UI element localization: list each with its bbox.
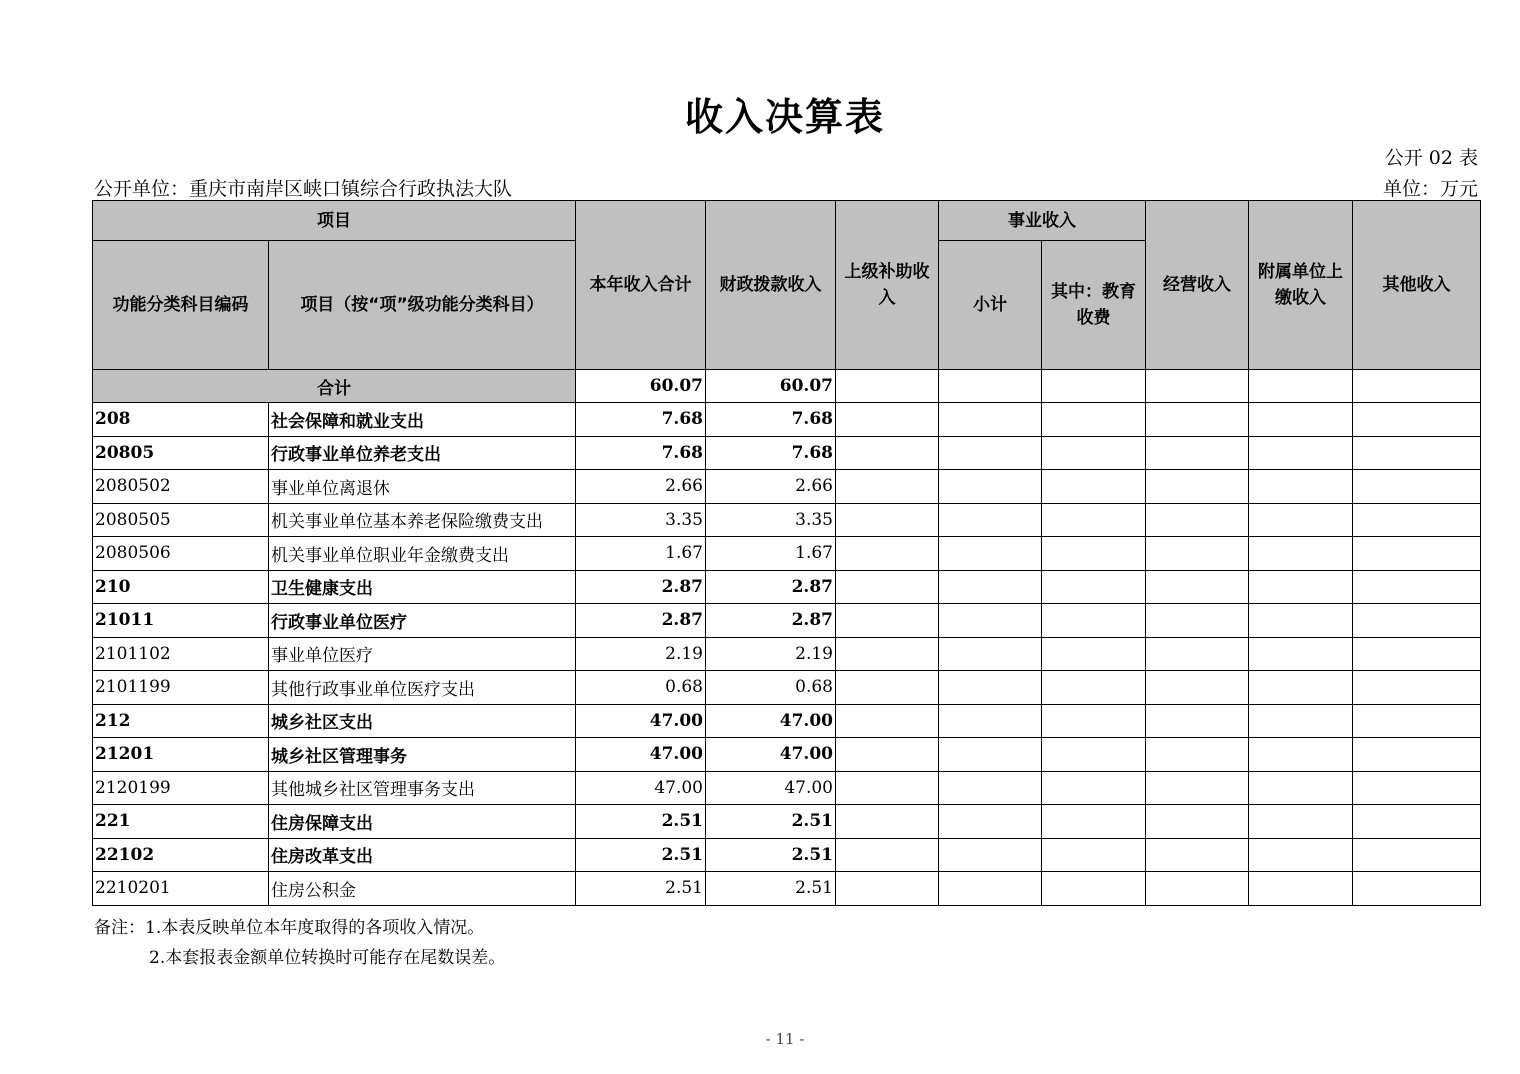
row-empty-cell xyxy=(1146,570,1249,604)
header-subtotal: 小计 xyxy=(939,241,1042,370)
row-empty-cell xyxy=(1146,637,1249,671)
row-name: 卫生健康支出 xyxy=(269,570,576,604)
note-line-1: 备注：1.本表反映单位本年度取得的各项收入情况。 xyxy=(94,918,485,938)
header-superior: 上级补助收入 xyxy=(836,201,939,370)
row-total-income: 2.51 xyxy=(576,872,706,906)
row-code: 2120199 xyxy=(93,771,269,805)
row-code: 2101199 xyxy=(93,671,269,705)
row-empty-cell xyxy=(1249,604,1353,638)
row-empty-cell xyxy=(836,671,939,705)
row-name: 城乡社区管理事务 xyxy=(269,738,576,772)
row-total-income: 2.51 xyxy=(576,805,706,839)
row-name: 住房改革支出 xyxy=(269,838,576,872)
row-fiscal: 3.35 xyxy=(706,503,836,537)
row-empty-cell xyxy=(836,503,939,537)
row-empty-cell xyxy=(939,503,1042,537)
row-empty-cell xyxy=(939,604,1042,638)
row-empty-cell xyxy=(1042,704,1146,738)
row-code: 20805 xyxy=(93,436,269,470)
row-empty-cell xyxy=(939,771,1042,805)
row-code: 22102 xyxy=(93,838,269,872)
row-total-income: 0.68 xyxy=(576,671,706,705)
row-empty-cell xyxy=(836,570,939,604)
row-empty-cell xyxy=(836,403,939,437)
row-fiscal: 2.87 xyxy=(706,604,836,638)
row-empty-cell xyxy=(1042,738,1146,772)
row-empty-cell xyxy=(939,738,1042,772)
row-empty-cell xyxy=(1353,771,1481,805)
row-total-income: 2.87 xyxy=(576,570,706,604)
row-empty-cell xyxy=(1249,838,1353,872)
row-empty-cell xyxy=(1042,771,1146,805)
row-code: 212 xyxy=(93,704,269,738)
row-empty-cell xyxy=(1146,470,1249,504)
row-empty-cell xyxy=(1249,436,1353,470)
header-business: 事业收入 xyxy=(939,201,1146,241)
row-code: 21201 xyxy=(93,738,269,772)
row-empty-cell xyxy=(1353,872,1481,906)
row-name: 事业单位离退休 xyxy=(269,470,576,504)
row-empty-cell xyxy=(1042,604,1146,638)
form-number: 公开 02 表 xyxy=(1384,147,1478,169)
header-other: 其他收入 xyxy=(1353,201,1481,370)
row-total-income: 47.00 xyxy=(576,738,706,772)
header-fiscal: 财政拨款收入 xyxy=(706,201,836,370)
row-fiscal: 47.00 xyxy=(706,738,836,772)
row-empty-cell xyxy=(836,470,939,504)
row-empty-cell xyxy=(1042,570,1146,604)
row-empty-cell xyxy=(1353,671,1481,705)
row-code: 221 xyxy=(93,805,269,839)
total-label: 合计 xyxy=(93,370,576,403)
row-empty-cell xyxy=(1146,838,1249,872)
row-empty-cell xyxy=(836,771,939,805)
row-name: 行政事业单位医疗 xyxy=(269,604,576,638)
row-empty-cell xyxy=(939,872,1042,906)
table-row xyxy=(93,771,1481,805)
currency-unit: 单位：万元 xyxy=(1382,178,1478,200)
row-empty-cell xyxy=(939,436,1042,470)
row-empty-cell xyxy=(1146,805,1249,839)
header-project: 项目 xyxy=(93,201,576,241)
row-empty-cell xyxy=(1042,838,1146,872)
row-empty-cell xyxy=(1042,805,1146,839)
table-row xyxy=(93,503,1481,537)
row-empty-cell xyxy=(1249,704,1353,738)
row-fiscal: 47.00 xyxy=(706,771,836,805)
row-empty-cell xyxy=(1146,436,1249,470)
row-empty-cell xyxy=(1249,537,1353,571)
row-empty-cell xyxy=(1146,738,1249,772)
table-row xyxy=(93,805,1481,839)
row-empty-cell xyxy=(1042,872,1146,906)
row-empty-cell xyxy=(1249,570,1353,604)
note-line-2: 2.本套报表金额单位转换时可能存在尾数误差。 xyxy=(149,948,506,968)
row-empty-cell xyxy=(1249,403,1353,437)
income-table xyxy=(92,200,1481,906)
row-name: 其他行政事业单位医疗支出 xyxy=(269,671,576,705)
row-empty-cell xyxy=(1249,738,1353,772)
row-empty-cell xyxy=(1146,671,1249,705)
row-empty-cell xyxy=(1353,704,1481,738)
row-fiscal: 2.51 xyxy=(706,805,836,839)
row-name: 行政事业单位养老支出 xyxy=(269,436,576,470)
row-fiscal: 2.19 xyxy=(706,637,836,671)
row-empty-cell xyxy=(836,537,939,571)
table-row xyxy=(93,637,1481,671)
row-empty-cell xyxy=(1249,470,1353,504)
header-name: 项目（按“项”级功能分类科目） xyxy=(269,241,576,370)
row-empty-cell xyxy=(939,671,1042,705)
row-empty-cell xyxy=(1042,671,1146,705)
table-row xyxy=(93,872,1481,906)
row-empty-cell xyxy=(836,436,939,470)
total-income-value: 60.07 xyxy=(576,370,706,403)
row-empty-cell xyxy=(1353,503,1481,537)
row-empty-cell xyxy=(836,805,939,839)
row-fiscal: 2.66 xyxy=(706,470,836,504)
row-empty-cell xyxy=(1146,704,1249,738)
row-name: 住房公积金 xyxy=(269,872,576,906)
row-empty-cell xyxy=(1042,403,1146,437)
row-empty-cell xyxy=(1353,470,1481,504)
row-empty-cell xyxy=(1353,604,1481,638)
row-empty-cell xyxy=(1249,805,1353,839)
row-name: 社会保障和就业支出 xyxy=(269,403,576,437)
row-total-income: 2.87 xyxy=(576,604,706,638)
row-total-income: 3.35 xyxy=(576,503,706,537)
row-name: 机关事业单位基本养老保险缴费支出 xyxy=(269,503,576,537)
row-empty-cell xyxy=(1146,872,1249,906)
row-empty-cell xyxy=(1353,403,1481,437)
row-empty-cell xyxy=(1146,503,1249,537)
row-empty-cell xyxy=(1249,671,1353,705)
row-name: 其他城乡社区管理事务支出 xyxy=(269,771,576,805)
row-empty-cell xyxy=(1042,637,1146,671)
row-empty-cell xyxy=(1042,503,1146,537)
total-row xyxy=(93,370,1481,403)
row-empty-cell xyxy=(1249,503,1353,537)
row-empty-cell xyxy=(1042,470,1146,504)
row-empty-cell xyxy=(1249,771,1353,805)
row-total-income: 2.66 xyxy=(576,470,706,504)
row-fiscal: 2.51 xyxy=(706,872,836,906)
row-empty-cell xyxy=(1353,436,1481,470)
row-empty-cell xyxy=(1353,537,1481,571)
header-education: 其中：教育收费 xyxy=(1042,241,1146,370)
table-row xyxy=(93,470,1481,504)
total-fiscal-value: 60.07 xyxy=(706,370,836,403)
row-total-income: 7.68 xyxy=(576,403,706,437)
row-empty-cell xyxy=(836,738,939,772)
row-name: 机关事业单位职业年金缴费支出 xyxy=(269,537,576,571)
page-title: 收入决算表 xyxy=(684,95,885,139)
header-total-income: 本年收入合计 xyxy=(576,201,706,370)
row-code: 210 xyxy=(93,570,269,604)
row-code: 2080502 xyxy=(93,470,269,504)
row-fiscal: 7.68 xyxy=(706,403,836,437)
row-name: 住房保障支出 xyxy=(269,805,576,839)
header-affiliated: 附属单位上缴收入 xyxy=(1249,201,1353,370)
row-empty-cell xyxy=(1146,403,1249,437)
row-empty-cell xyxy=(1249,637,1353,671)
row-empty-cell xyxy=(836,704,939,738)
row-empty-cell xyxy=(1146,537,1249,571)
notes xyxy=(94,913,505,973)
row-code: 2080506 xyxy=(93,537,269,571)
row-name: 事业单位医疗 xyxy=(269,637,576,671)
row-empty-cell xyxy=(1353,738,1481,772)
header-code: 功能分类科目编码 xyxy=(93,241,269,370)
row-empty-cell xyxy=(1042,537,1146,571)
row-empty-cell xyxy=(939,470,1042,504)
row-fiscal: 1.67 xyxy=(706,537,836,571)
row-empty-cell xyxy=(836,838,939,872)
row-empty-cell xyxy=(1353,637,1481,671)
row-fiscal: 47.00 xyxy=(706,704,836,738)
row-code: 2080505 xyxy=(93,503,269,537)
row-empty-cell xyxy=(1353,570,1481,604)
row-empty-cell xyxy=(1042,436,1146,470)
row-empty-cell xyxy=(939,704,1042,738)
page-number: - 11 - xyxy=(765,1030,805,1048)
row-code: 208 xyxy=(93,403,269,437)
row-empty-cell xyxy=(939,805,1042,839)
row-fiscal: 2.87 xyxy=(706,570,836,604)
table-row xyxy=(93,704,1481,738)
row-total-income: 47.00 xyxy=(576,704,706,738)
header-operating: 经营收入 xyxy=(1146,201,1249,370)
table-row xyxy=(93,570,1481,604)
row-total-income: 7.68 xyxy=(576,436,706,470)
table-row xyxy=(93,671,1481,705)
row-fiscal: 2.51 xyxy=(706,838,836,872)
row-empty-cell xyxy=(1146,604,1249,638)
row-code: 21011 xyxy=(93,604,269,638)
row-empty-cell xyxy=(939,838,1042,872)
row-empty-cell xyxy=(1353,805,1481,839)
row-empty-cell xyxy=(836,872,939,906)
table-row xyxy=(93,436,1481,470)
table-row xyxy=(93,604,1481,638)
row-code: 2210201 xyxy=(93,872,269,906)
row-fiscal: 7.68 xyxy=(706,436,836,470)
row-empty-cell xyxy=(1249,872,1353,906)
table-row xyxy=(93,537,1481,571)
table-row xyxy=(93,738,1481,772)
table-row xyxy=(93,838,1481,872)
row-total-income: 2.19 xyxy=(576,637,706,671)
row-total-income: 2.51 xyxy=(576,838,706,872)
row-name: 城乡社区支出 xyxy=(269,704,576,738)
row-code: 2101102 xyxy=(93,637,269,671)
row-empty-cell xyxy=(939,537,1042,571)
row-empty-cell xyxy=(1146,771,1249,805)
row-empty-cell xyxy=(1353,838,1481,872)
row-empty-cell xyxy=(939,637,1042,671)
row-empty-cell xyxy=(836,637,939,671)
table-row xyxy=(93,403,1481,437)
row-fiscal: 0.68 xyxy=(706,671,836,705)
row-empty-cell xyxy=(939,403,1042,437)
row-total-income: 1.67 xyxy=(576,537,706,571)
reporting-unit: 公开单位：重庆市南岸区峡口镇综合行政执法大队 xyxy=(94,178,513,200)
row-empty-cell xyxy=(939,570,1042,604)
row-empty-cell xyxy=(836,604,939,638)
row-total-income: 47.00 xyxy=(576,771,706,805)
